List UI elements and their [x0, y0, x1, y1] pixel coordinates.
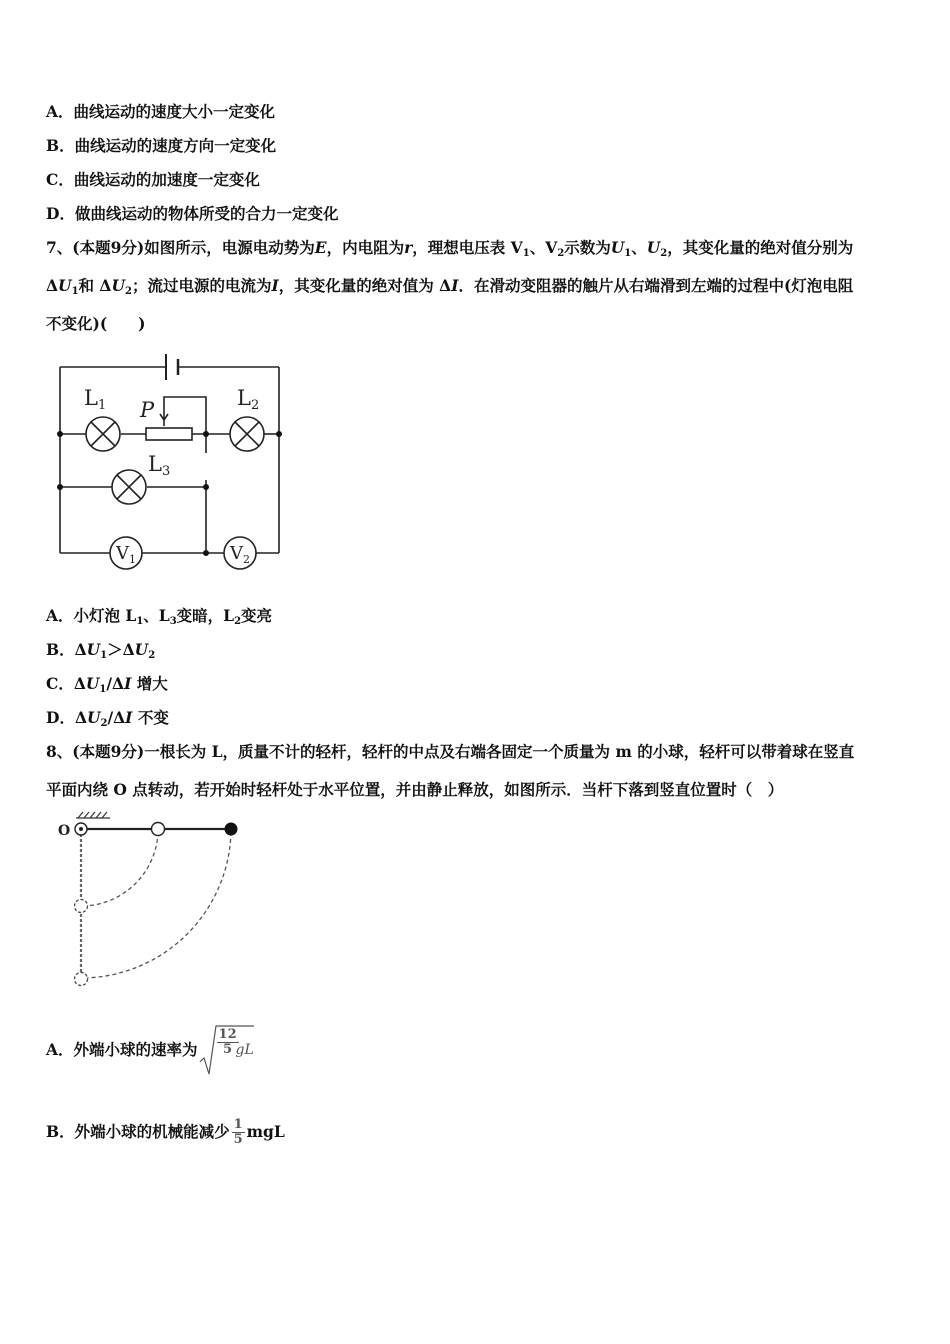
q7-option-a: A．小灯泡 $L_1$、$L_3$变暗，$L_2$变亮: [46, 606, 273, 627]
lamp-l2-icon: [230, 417, 264, 451]
end-ball-icon: [225, 823, 238, 836]
q8-option-a: A．外端小球的速率为 $\frac{12}{5}$ gL: [46, 1020, 256, 1080]
q7-option-b: B．$\Delta U_1>\Delta U_2$: [46, 640, 156, 661]
middle-ball-icon: [152, 823, 165, 836]
q7-stem-line1: 7、(本题9分)如图所示，电源电动势为E，内电阻为r，理想电压表 $V_1$、$V_2$示数为$U_1$、$U_2$，其变化量的绝对值分别为: [46, 238, 854, 259]
q8-stem-line2: 平面内绕 O 点转动，若开始时轻杆处于水平位置，并由静止释放，如图所示．当杆下落到竖直位置时（ ）: [46, 780, 784, 799]
sqrt-expression: $\frac{12}{5}$ gL: [198, 1022, 256, 1078]
q7-option-d: D．$\Delta U_2/\Delta I$ 不变: [46, 708, 169, 729]
svg-text:P: P: [140, 398, 155, 422]
svg-text:L3: L3: [148, 452, 171, 479]
q6-option-d: D．做曲线运动的物体所受的合力一定变化: [46, 204, 339, 223]
svg-text:V2: $V_2$: [230, 543, 250, 566]
rod-pendulum-diagram: [46, 810, 256, 995]
svg-text:O: O: [58, 823, 71, 839]
q8-option-b: B．外端小球的机械能减少 $\frac{1}{5}$ mgL: [46, 1116, 285, 1147]
q7-stem-line3: 不变化)( ): [46, 314, 146, 333]
circuit-diagram: [46, 340, 286, 580]
q7-option-c: C．$\Delta U_1/\Delta I$ 增大: [46, 674, 168, 695]
q7-stem-line2: $\Delta U_1$和 $\Delta U_2$；流过电源的电流为I，其变化量的绝对值为 ΔI．在滑动变阻器的触片从右端滑到左端的过程中(灯泡电阻: [46, 276, 854, 297]
svg-text:L2: L2: [237, 386, 260, 413]
svg-text:L1: L1: [84, 386, 107, 413]
q6-option-b: B．曲线运动的速度方向一定变化: [46, 136, 277, 155]
lamp-l1-icon: [86, 417, 120, 451]
lamp-l3-icon: [112, 470, 146, 504]
q6-option-c: C．曲线运动的加速度一定变化: [46, 170, 260, 189]
q6-option-a: A．曲线运动的速度大小一定变化: [46, 102, 276, 121]
q8-stem-line1: 8、(本题9分)一根长为 L，质量不计的轻杆，轻杆的中点及右端各固定一个质量为 m 的小球，轻杆可以带着球在竖直: [46, 742, 855, 761]
svg-text:V1: $V_1$: [116, 543, 136, 566]
